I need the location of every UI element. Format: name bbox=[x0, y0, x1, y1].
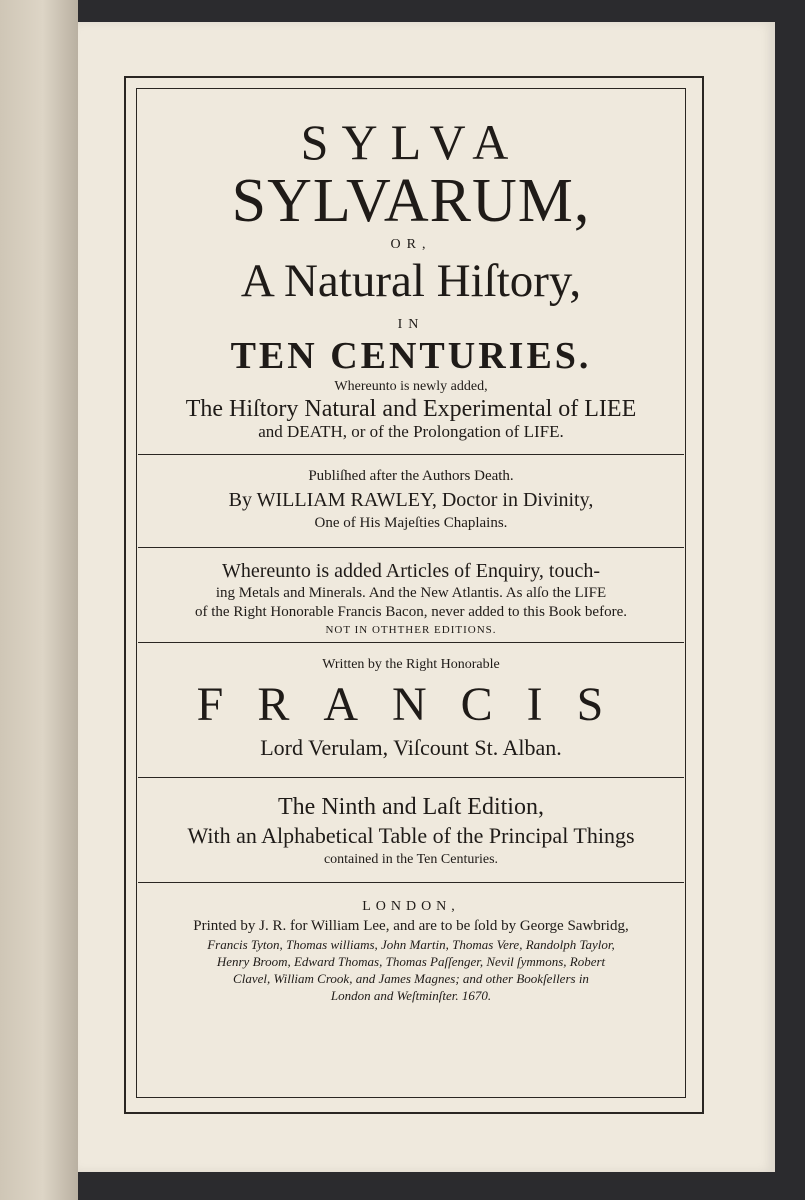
title-sylvarum: SYLVARUM, bbox=[231, 167, 591, 235]
author-line: By WILLIAM RAWLEY, Doctor in Divinity, bbox=[228, 489, 594, 511]
contained-line: contained in the Ten Centuries. bbox=[323, 852, 499, 867]
divider-3 bbox=[138, 642, 684, 643]
facing-page-edge bbox=[0, 0, 78, 1200]
added-line-1: The Hiſtory Natural and Experimental of LIEE bbox=[185, 396, 637, 422]
in-connector: IN bbox=[397, 317, 425, 332]
edition-line: The Ninth and Laſt Edition, bbox=[278, 794, 544, 820]
lord-verulam-line: Lord Verulam, Viſcount St. Alban. bbox=[260, 735, 562, 760]
articles-line-1: Whereunto is added Articles of Enquiry, touch- bbox=[221, 560, 601, 582]
imprint-line-4: Clavel, William Crook, and James Magnes; and other Bookſellers in bbox=[233, 971, 589, 986]
title-page-content bbox=[138, 90, 684, 1004]
imprint-city: LONDON, bbox=[362, 899, 460, 914]
alphabetical-table-line: With an Alphabetical Table of the Principal Things bbox=[187, 823, 635, 848]
divider-5 bbox=[138, 882, 684, 883]
title-natural-history: A Natural Hiſtory, bbox=[240, 255, 582, 307]
imprint-line-3: Henry Broom, Edward Thomas, Thomas Paſſenger, Nevil ſymmons, Robert bbox=[216, 954, 606, 969]
divider-1 bbox=[138, 454, 684, 455]
added-line-2: and DEATH, or of the Prolongation of LIFE. bbox=[258, 422, 564, 441]
articles-line-3: of the Right Honorable Francis Bacon, never added to this Book before. bbox=[195, 604, 627, 620]
written-by: Written by the Right Honorable bbox=[322, 657, 500, 672]
title-sylva: SYLVA bbox=[300, 114, 522, 170]
published-note: Publiſhed after the Authors Death. bbox=[308, 468, 514, 484]
handwritten-note: NOT IN OTHTHER EDITIONS. bbox=[325, 624, 497, 636]
imprint-line-2: Francis Tyton, Thomas williams, John Martin, Thomas Vere, Randolph Taylor, bbox=[207, 937, 615, 952]
author-name-francis: FRANCIS bbox=[196, 678, 638, 731]
articles-line-2: ing Metals and Minerals. And the New Atlantis. As alſo the LIFE bbox=[215, 585, 607, 601]
divider-4 bbox=[138, 777, 684, 778]
added-intro: Whereunto is newly added, bbox=[334, 379, 488, 394]
imprint-line-1: Printed by J. R. for William Lee, and are to be ſold by George Sawbridg, bbox=[193, 918, 629, 934]
title-page bbox=[78, 22, 775, 1172]
or-connector: OR, bbox=[390, 237, 432, 252]
imprint-line-5: London and Weſtminſter. 1670. bbox=[330, 988, 492, 1003]
title-ten-centuries: TEN CENTURIES. bbox=[230, 335, 592, 377]
chaplain-line: One of His Majeſties Chaplains. bbox=[314, 515, 508, 531]
divider-2 bbox=[138, 547, 684, 548]
